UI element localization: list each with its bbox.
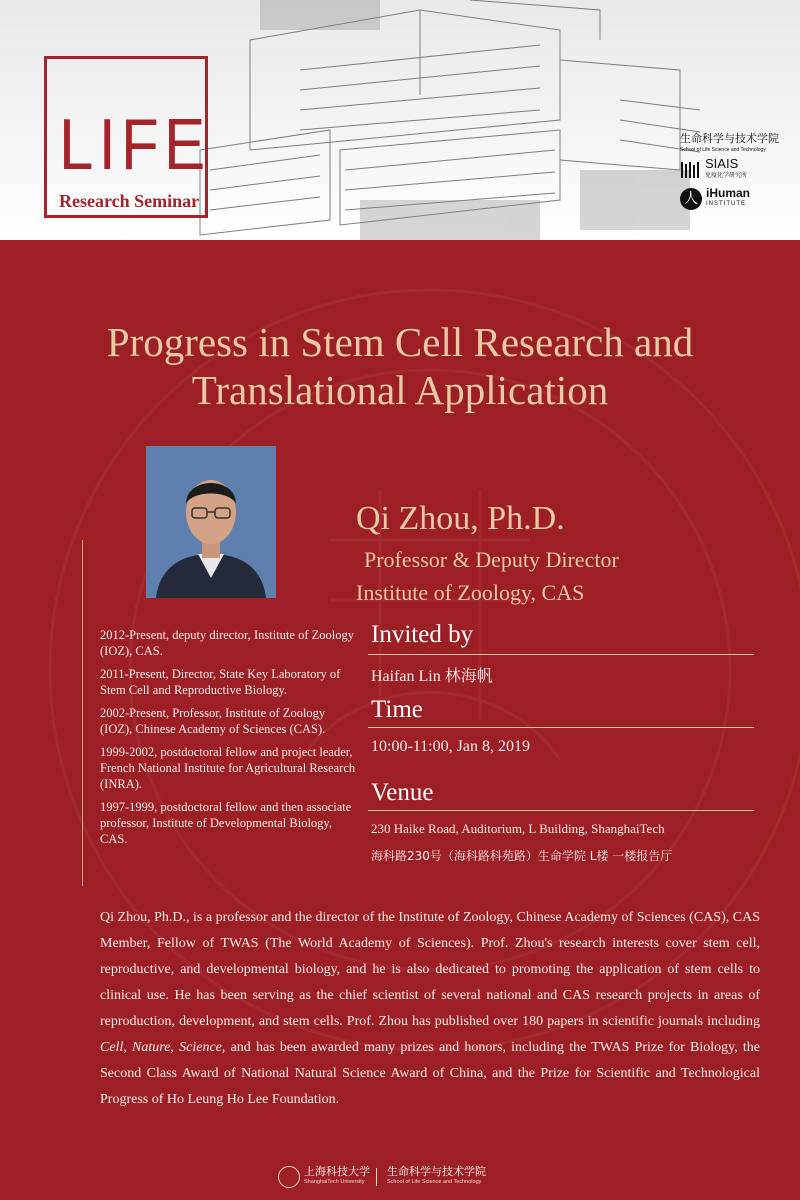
life-logo-subtitle: Research Seminar [59, 191, 200, 211]
footer-divider [376, 1168, 377, 1186]
cv-item: 2011-Present, Director, State Key Laboratory of Stem Cell and Reproductive Biology. [100, 667, 341, 697]
ihuman-person-icon: 人 [680, 188, 702, 210]
speaker-portrait-image [146, 446, 276, 598]
footer-university-cn: 上海科技大学 [304, 1165, 370, 1178]
cv-item: 2002-Present, Professor, Institute of Zoology (IOZ), Chinese Academy of Sciences (CAS). [100, 706, 326, 736]
life-logo-text: LIFE [59, 105, 211, 185]
seminar-title-line1: Progress in Stem Cell Research and [106, 319, 694, 365]
bio-text-part2: , and has been awarded many prizes and honors, including the TWAS Prize for Biology, the Second Class Award of National Natural Science Award of China, and the Prize for Scientific and Technological Progress of Ho Leung Ho Lee Foundation. [100, 1040, 761, 1107]
header-banner [0, 0, 800, 240]
invited-by-value: Haifan Lin 林海帆 [371, 668, 493, 685]
time-label: Time [371, 696, 423, 723]
ihuman-name: iHuman [706, 186, 751, 200]
school-logo-cn: 生命科学与技术学院 [680, 132, 779, 145]
bio-text-part1: Qi Zhou, Ph.D., is a professor and the director of the Institute of Zoology, Chinese Academy of Sciences (CAS), CAS Member, Fellow of TWAS (The World Academy of Sciences). Prof. Zhou's research interests cover stem cell, reproductive, and developmental biology, and he is also dedicated to promoting the application of stem cells to clinical use. He has been serving as the chief scientist of several national and CAS research projects in areas of reproduction, development, and stem cells. Prof. Zhou has published over 180 papers in scientific journals including [100, 910, 760, 1029]
speaker-institute: Institute of Zoology, CAS [356, 580, 585, 605]
siais-logo [680, 158, 747, 182]
university-seal-icon [278, 1166, 300, 1188]
life-logo [44, 56, 211, 218]
invited-by-label: Invited by [371, 621, 474, 648]
cv-item: 1999-2002, postdoctoral fellow and project leader, French National Institute for Agricultural Research (INRA). [100, 745, 356, 791]
cv-item: 1997-1999, postdoctoral fellow and then associate professor, Institute of Developmental Biology, CAS. [100, 800, 352, 846]
speaker-name: Qi Zhou, Ph.D. [356, 500, 565, 537]
bio-journal-science: Science [179, 1040, 222, 1055]
time-rule [368, 727, 754, 728]
partner-logos [680, 130, 796, 207]
bio-separator: , [123, 1040, 133, 1055]
cv-divider-line [82, 540, 83, 886]
bio-journal-cell: Cell [100, 1040, 124, 1055]
cv-item: 2012-Present, deputy director, Institute of Zoology (IOZ), CAS. [100, 628, 354, 658]
seminar-title [40, 318, 760, 414]
siais-stripes-icon [680, 160, 702, 180]
speaker-position: Professor & Deputy Director [364, 547, 619, 572]
venue-address-en: 230 Haike Road, Auditorium, L Building, ShanghaiTech [371, 821, 665, 836]
footer-university-en: ShanghaiTech University [304, 1179, 365, 1185]
ihuman-logo [680, 188, 750, 210]
venue-rule [368, 810, 754, 811]
bio-separator: , [170, 1040, 180, 1055]
bio-journal-nature: Nature [132, 1040, 171, 1055]
siais-name: SIAIS [705, 156, 739, 171]
ihuman-sub: INSTITUTE [706, 201, 746, 207]
venue-address-cn: 海科路230号（海科路科苑路）生命学院 L楼 一楼报告厅 [371, 849, 673, 863]
time-value: 10:00-11:00, Jan 8, 2019 [371, 738, 530, 755]
venue-label: Venue [371, 779, 434, 806]
footer-school-en: School of Life Science and Technology [387, 1179, 482, 1185]
footer-logos [278, 1166, 486, 1188]
invited-by-rule [368, 654, 754, 655]
footer-school-cn: 生命科学与技术学院 [387, 1165, 486, 1178]
speaker-photo [146, 446, 276, 598]
seminar-title-line2: Translational Application [191, 367, 609, 413]
speaker-cv [100, 627, 358, 854]
school-logo-en: School of Life Science and Technology [680, 147, 766, 153]
speaker-biography [100, 905, 760, 1113]
siais-cn: 免疫化学研究所 [705, 172, 748, 179]
